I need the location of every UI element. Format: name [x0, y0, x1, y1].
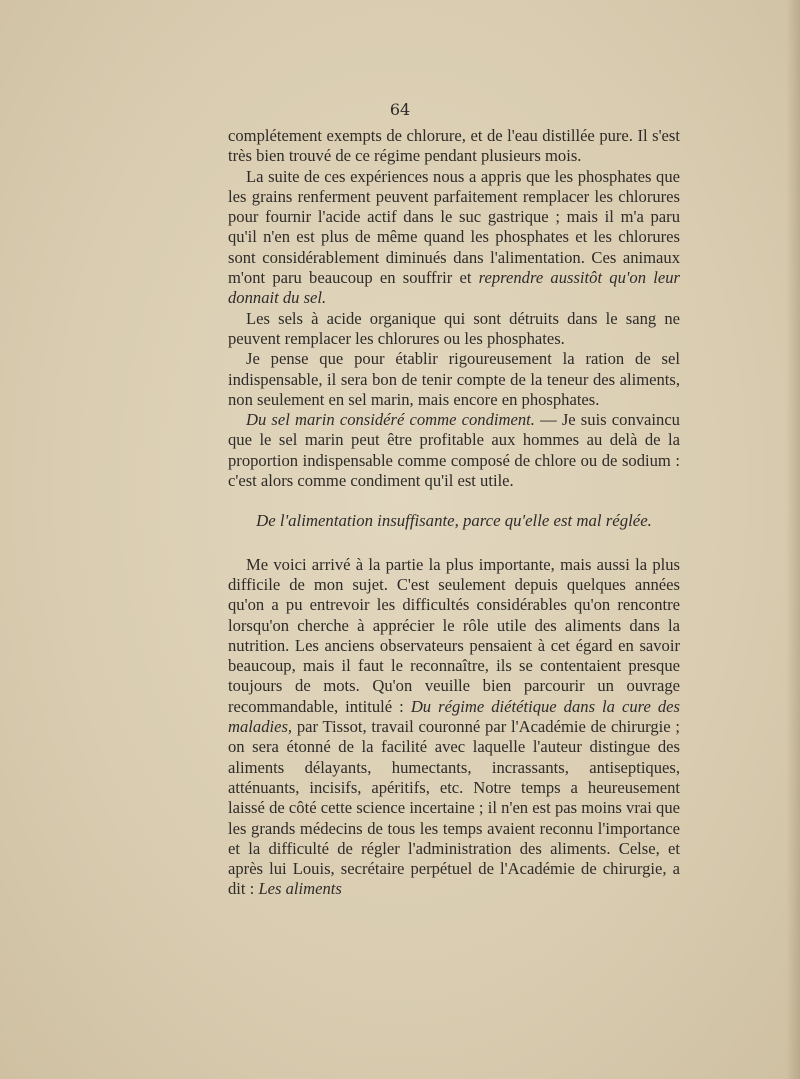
quote-italic: Les aliments — [258, 879, 342, 899]
paragraph-2-italic: reprendre aussitôt qu'on leur donnait du sel. — [228, 268, 680, 308]
paragraph-6 — [228, 555, 680, 900]
section-title: De l'alimentation insuffisante, parce qu'elle est mal réglée. — [256, 511, 652, 531]
paragraph-1: complétement exempts de chlorure, et de l'eau distillée pure. Il s'est très bien trouvé de ce régime pendant plusieurs mois. — [228, 126, 680, 166]
paragraph-5-text: — Je suis convaincu que le sel marin peut être profitable aux hommes au delà de la proportion indispensable comme composé de chlore ou de sodium : c'est alors comme condiment qu'il est utile. — [228, 410, 680, 491]
paragraph-6-text-b: par Tissot, travail couronné par l'Académie de chirurgie ; on sera étonné de la facilité avec laquelle l'auteur distingue des aliments délayants, humectants, incrassants, antiseptiques, atténuants, incisifs, apéritifs, etc. Notre temps a heureusement laissé de côté cette science incertaine ; il n'en est pas moins vrai que les grands médecins de tous les temps avaient reconnu l'importance et la difficulté de régler l'administration des aliments. Celse, et après lui Louis, secrétaire perpétuel de l'Académie de chirurgie, a dit : — [228, 717, 680, 899]
body-text — [228, 126, 680, 900]
paragraph-3: Les sels à acide organique qui sont détruits dans le sang ne peuvent remplacer les chlorures ou les phosphates. — [228, 308, 680, 348]
book-title-italic: Du régime diététique dans la cure des maladies, — [228, 696, 680, 737]
paragraph-5 — [228, 410, 680, 491]
subheading-condiment: Du sel marin considéré comme condiment. — [246, 410, 535, 430]
paragraph-4: Je pense que pour établir rigoureusement la ration de sel indispensable, il sera bon de tenir compte de la teneur des aliments, non seulement en sel marin, mais encore en phosphates. — [228, 349, 680, 409]
paragraph-2-text: La suite de ces expériences nous a appris que les phosphates que les grains renferment peuvent parfaitement remplacer les chlorures pour fournir l'acide actif dans le suc gastrique ; mais il m'a paru qu'il n'en est plus de même quand les phosphates et les chlorures sont considérablement diminués dans l'alimentation. Ces animaux m'ont paru beaucoup en souffrir et — [228, 166, 680, 288]
paragraph-2 — [228, 167, 680, 309]
page-number: 64 — [389, 100, 411, 119]
paragraph-6-text-a: Me voici arrivé à la partie la plus importante, mais aussi la plus difficile de mon sujet. C'est seulement depuis quelques années qu'on a pu entrevoir les difficultés considérables qu'on rencontre lorsqu'on cherche à apprécier le rôle utile des aliments dans la nutrition. Les anciens observateurs pensaient à cet égard en savoir beaucoup, mais il faut le reconnaître, ils se contentaient presque toujours de mots. Qu'on veuille bien parcourir un ouvrage recommandable, intitulé : — [228, 554, 680, 716]
